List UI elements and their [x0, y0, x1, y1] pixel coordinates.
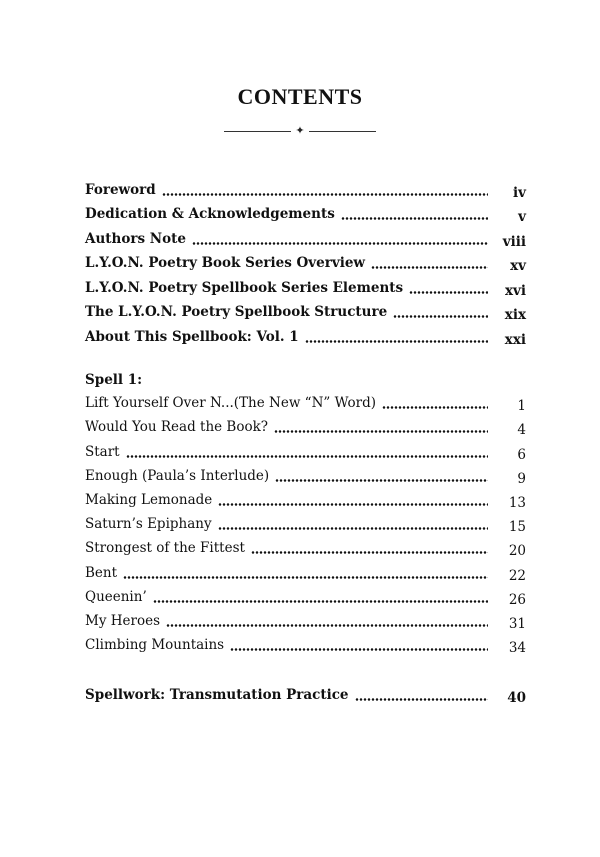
toc-entry[interactable]	[85, 464, 526, 488]
page-title: CONTENTS	[237, 84, 363, 109]
toc-entry-page: xv	[510, 258, 526, 274]
toc-entry[interactable]	[85, 536, 526, 560]
toc-entry[interactable]	[85, 415, 526, 439]
toc-entry-page: viii	[502, 233, 526, 250]
dot-leader	[126, 455, 488, 458]
dot-leader	[275, 479, 488, 482]
toc-entry-series-overview[interactable]	[85, 251, 526, 276]
dot-leader	[251, 551, 488, 554]
toc-entry-title: About This Spellbook: Vol. 1	[85, 328, 299, 345]
title-ornament	[224, 126, 376, 138]
toc-entry[interactable]	[85, 609, 526, 633]
toc-entry-title: L.Y.O.N. Poetry Spellbook Series Elements	[85, 279, 404, 296]
toc-entry[interactable]	[85, 633, 526, 657]
toc-entry-title: The L.Y.O.N. Poetry Spellbook Structure	[85, 304, 388, 320]
toc-entry-page: 26	[508, 591, 526, 608]
toc-entry-page: 4	[517, 422, 526, 439]
toc-entry-authors-note[interactable]	[85, 226, 526, 251]
toc-entry-page: v	[518, 209, 526, 225]
toc-entry-title: Dedication & Acknowledgements	[85, 206, 335, 222]
dot-leader	[166, 624, 488, 627]
dot-leader	[218, 503, 488, 506]
toc-entry-spellwork[interactable]	[85, 682, 526, 707]
toc-entry-title: Climbing Mountains	[85, 637, 225, 654]
toc-entry-series-elements[interactable]	[85, 275, 526, 300]
toc-entry-title: Spellwork: Transmutation Practice	[85, 686, 349, 703]
dot-leader	[192, 242, 488, 245]
toc-entry[interactable]	[85, 391, 526, 415]
section-heading-spell-1: Spell 1:	[85, 372, 143, 388]
toc-entry-title: Queenin’	[85, 588, 147, 605]
toc-entry-page: xix	[504, 307, 526, 323]
toc-entry-page: iv	[513, 184, 526, 201]
toc-entry[interactable]	[85, 439, 526, 463]
sparkle-icon: ✦	[295, 124, 305, 137]
toc-entry-page: 15	[508, 519, 526, 536]
dot-leader	[162, 193, 488, 196]
toc-entry-title: Foreword	[85, 181, 156, 198]
dot-leader	[382, 406, 488, 409]
toc-entry-dedication[interactable]	[85, 202, 526, 227]
toc-entry-page: 22	[508, 567, 526, 584]
toc-entry-title: Strongest of the Fittest	[85, 540, 245, 557]
toc-entry-title: Saturn’s Epiphany	[85, 516, 212, 533]
toc-entry-page: 9	[517, 470, 526, 487]
toc-entry-title: Making Lemonade	[85, 491, 213, 508]
toc-entry-page: 6	[517, 446, 526, 463]
toc-entry-title: Start	[85, 443, 120, 460]
ornament-line-right	[309, 131, 376, 132]
toc-entry-page: 20	[508, 543, 526, 560]
dot-leader	[230, 648, 488, 651]
toc-entry-spellbook-structure[interactable]	[85, 300, 526, 325]
toc-entry-title: Would You Read the Book?	[85, 419, 269, 436]
toc-entry-title: Enough (Paula’s Interlude)	[85, 467, 270, 484]
toc-entry-title: Bent	[85, 564, 118, 581]
toc-entry-page: 1	[517, 398, 526, 415]
toc-entry-title: My Heroes	[85, 612, 161, 629]
front-matter-list	[85, 177, 526, 349]
dot-leader	[218, 527, 488, 530]
toc-entry-foreword[interactable]	[85, 177, 526, 202]
toc-entry[interactable]	[85, 585, 526, 609]
toc-entry-title: Authors Note	[85, 230, 186, 247]
spellwork-list	[85, 682, 526, 707]
dot-leader	[409, 291, 488, 294]
toc-entry-page: xxi	[504, 331, 526, 348]
dot-leader	[341, 217, 488, 220]
toc-entry-page: 13	[508, 494, 526, 511]
dot-leader	[153, 600, 488, 603]
toc-entry[interactable]	[85, 512, 526, 536]
toc-entry-page: xvi	[504, 282, 526, 299]
spell-1-list	[85, 391, 526, 657]
toc-entry-page: 31	[508, 615, 526, 632]
dot-leader	[355, 698, 488, 701]
dot-leader	[123, 576, 488, 579]
toc-entry-title: Lift Yourself Over N...(The New “N” Word)	[85, 395, 377, 412]
ornament-line-left	[224, 131, 291, 132]
toc-entry-about-spellbook[interactable]	[85, 324, 526, 349]
dot-leader	[305, 340, 488, 343]
dot-leader	[371, 266, 488, 269]
toc-entry-page: 34	[508, 640, 526, 657]
dot-leader	[393, 315, 488, 318]
toc-entry-page: 40	[507, 689, 526, 706]
toc-entry-title: L.Y.O.N. Poetry Book Series Overview	[85, 255, 366, 271]
toc-entry[interactable]	[85, 560, 526, 584]
toc-entry[interactable]	[85, 488, 526, 512]
dot-leader	[274, 430, 488, 433]
